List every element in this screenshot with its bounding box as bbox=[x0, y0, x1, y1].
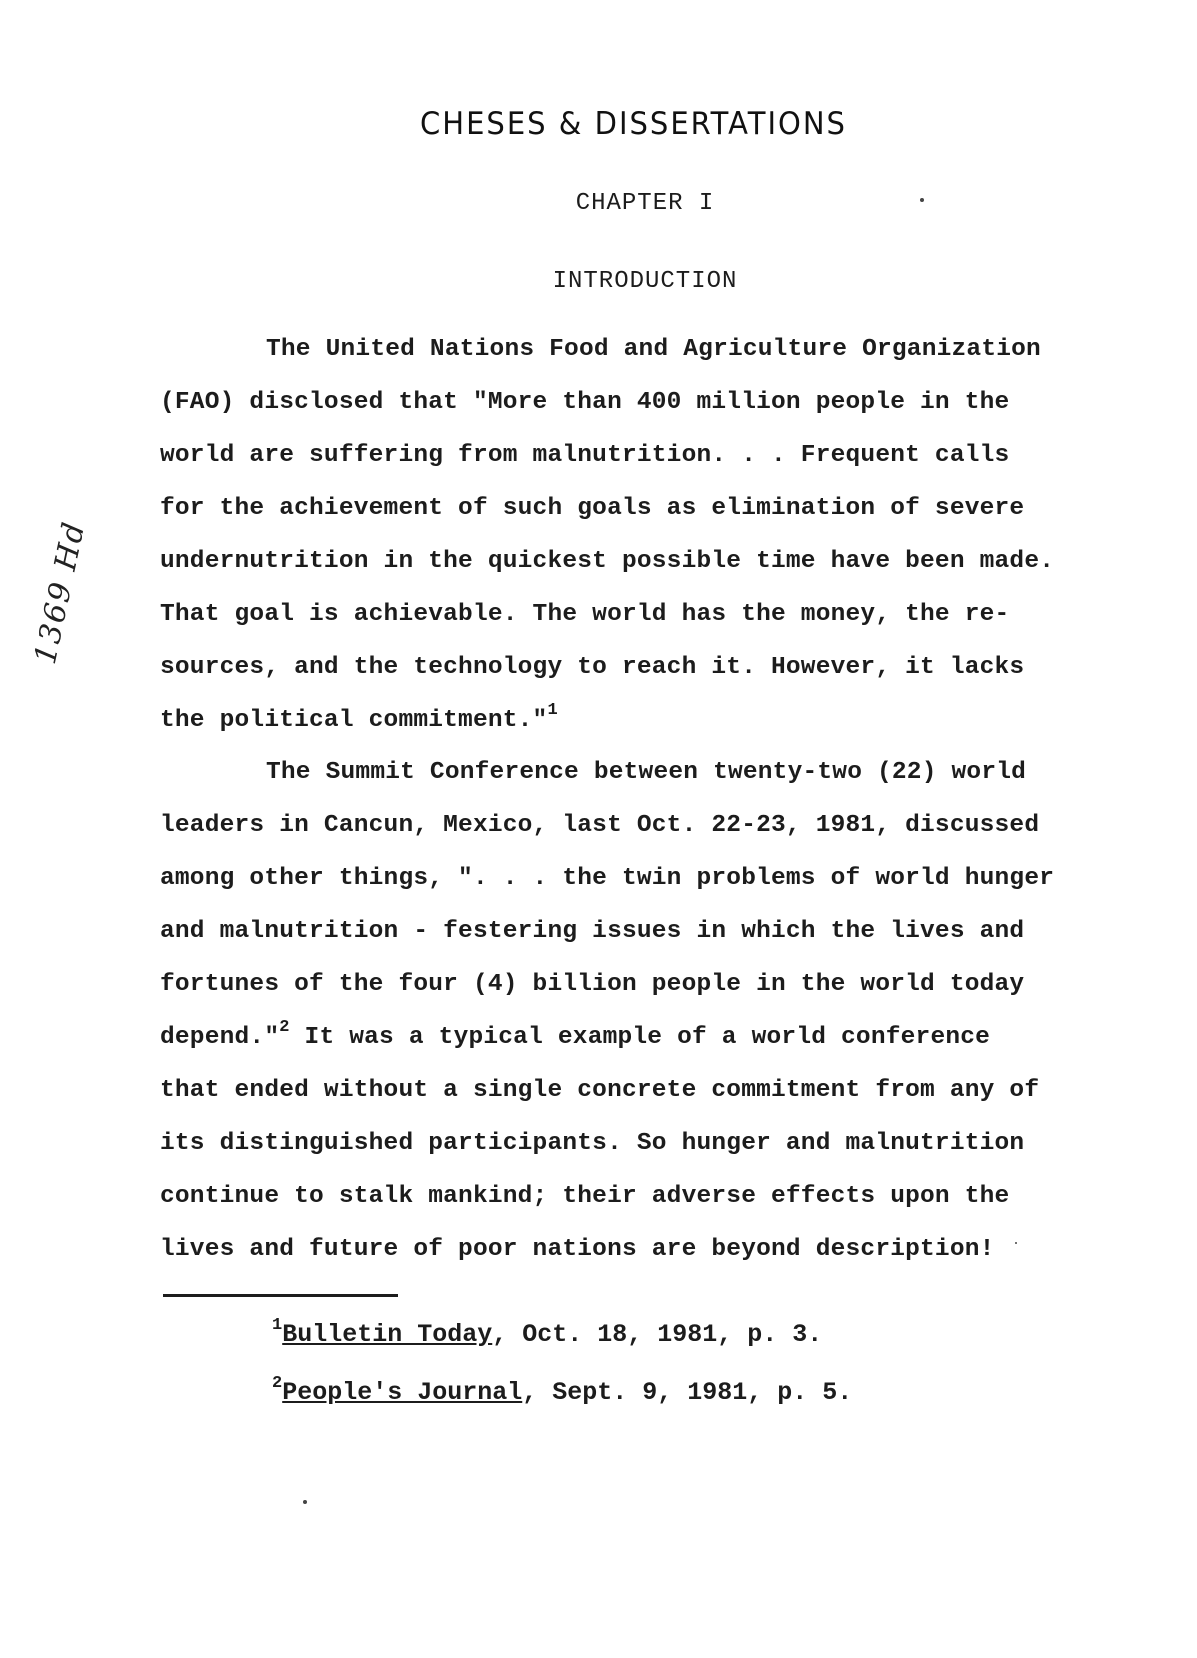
chapter-heading: CHAPTER I bbox=[575, 190, 715, 217]
text-line: that ended without a single concrete commitment from any of bbox=[160, 1077, 1040, 1104]
footnote-1 bbox=[272, 1316, 823, 1349]
text-line: lives and future of poor nations are beyond description! bbox=[160, 1236, 995, 1263]
footnote-citation: , Sept. 9, 1981, p. 5. bbox=[522, 1378, 853, 1407]
text-line: for the achievement of such goals as elimination of severe bbox=[160, 495, 1025, 522]
scan-speck bbox=[303, 1500, 307, 1504]
theses-dissertations-stamp: CHESES & DISSERTATIONS bbox=[420, 104, 847, 142]
footnote-number: 2 bbox=[272, 1374, 283, 1393]
footnote-citation: , Oct. 18, 1981, p. 3. bbox=[492, 1320, 823, 1349]
footnote-source-title: Bulletin Today bbox=[282, 1320, 493, 1349]
text-line: continue to stalk mankind; their adverse effects upon the bbox=[160, 1183, 1010, 1210]
section-title: INTRODUCTION bbox=[552, 268, 738, 295]
text-line: fortunes of the four (4) billion people in the world today bbox=[160, 971, 1025, 998]
text-line: among other things, ". . . the twin problems of world hunger bbox=[160, 865, 1055, 892]
text-line: world are suffering from malnutrition. . . Frequent calls bbox=[160, 442, 1010, 469]
footnote-source-title: People's Journal bbox=[282, 1378, 523, 1407]
scan-speck bbox=[920, 198, 924, 202]
text-line bbox=[160, 694, 1130, 747]
text-line: undernutrition in the quickest possible time have been made. bbox=[160, 548, 1055, 575]
text-line: sources, and the technology to reach it. However, it lacks bbox=[160, 654, 1025, 681]
text-line: The Summit Conference between twenty-two (22) world bbox=[266, 759, 1027, 786]
footnote-number: 1 bbox=[272, 1316, 283, 1335]
paragraph-2 bbox=[160, 746, 1130, 1276]
text-segment: the political commitment." bbox=[160, 707, 548, 734]
text-line: The United Nations Food and Agriculture Organization bbox=[266, 336, 1041, 363]
paragraph-1 bbox=[160, 323, 1130, 747]
footnote-ref: 1 bbox=[547, 701, 558, 720]
text-line bbox=[160, 1011, 1130, 1064]
footnote-divider bbox=[163, 1294, 398, 1297]
footnote-ref: 2 bbox=[279, 1018, 290, 1037]
text-line: That goal is achievable. The world has the money, the re- bbox=[160, 601, 1010, 628]
text-segment: It was a typical example of a world conference bbox=[289, 1024, 991, 1051]
text-line: its distinguished participants. So hunger and malnutrition bbox=[160, 1130, 1025, 1157]
text-line: and malnutrition - festering issues in which the lives and bbox=[160, 918, 1025, 945]
scan-speck bbox=[1015, 1242, 1017, 1244]
footnote-2 bbox=[272, 1374, 853, 1407]
text-line: (FAO) disclosed that "More than 400 million people in the bbox=[160, 389, 1010, 416]
text-segment: depend." bbox=[160, 1024, 280, 1051]
handwritten-margin-note: 1369 Hd bbox=[28, 517, 93, 668]
text-line: leaders in Cancun, Mexico, last Oct. 22-23, 1981, discussed bbox=[160, 812, 1040, 839]
